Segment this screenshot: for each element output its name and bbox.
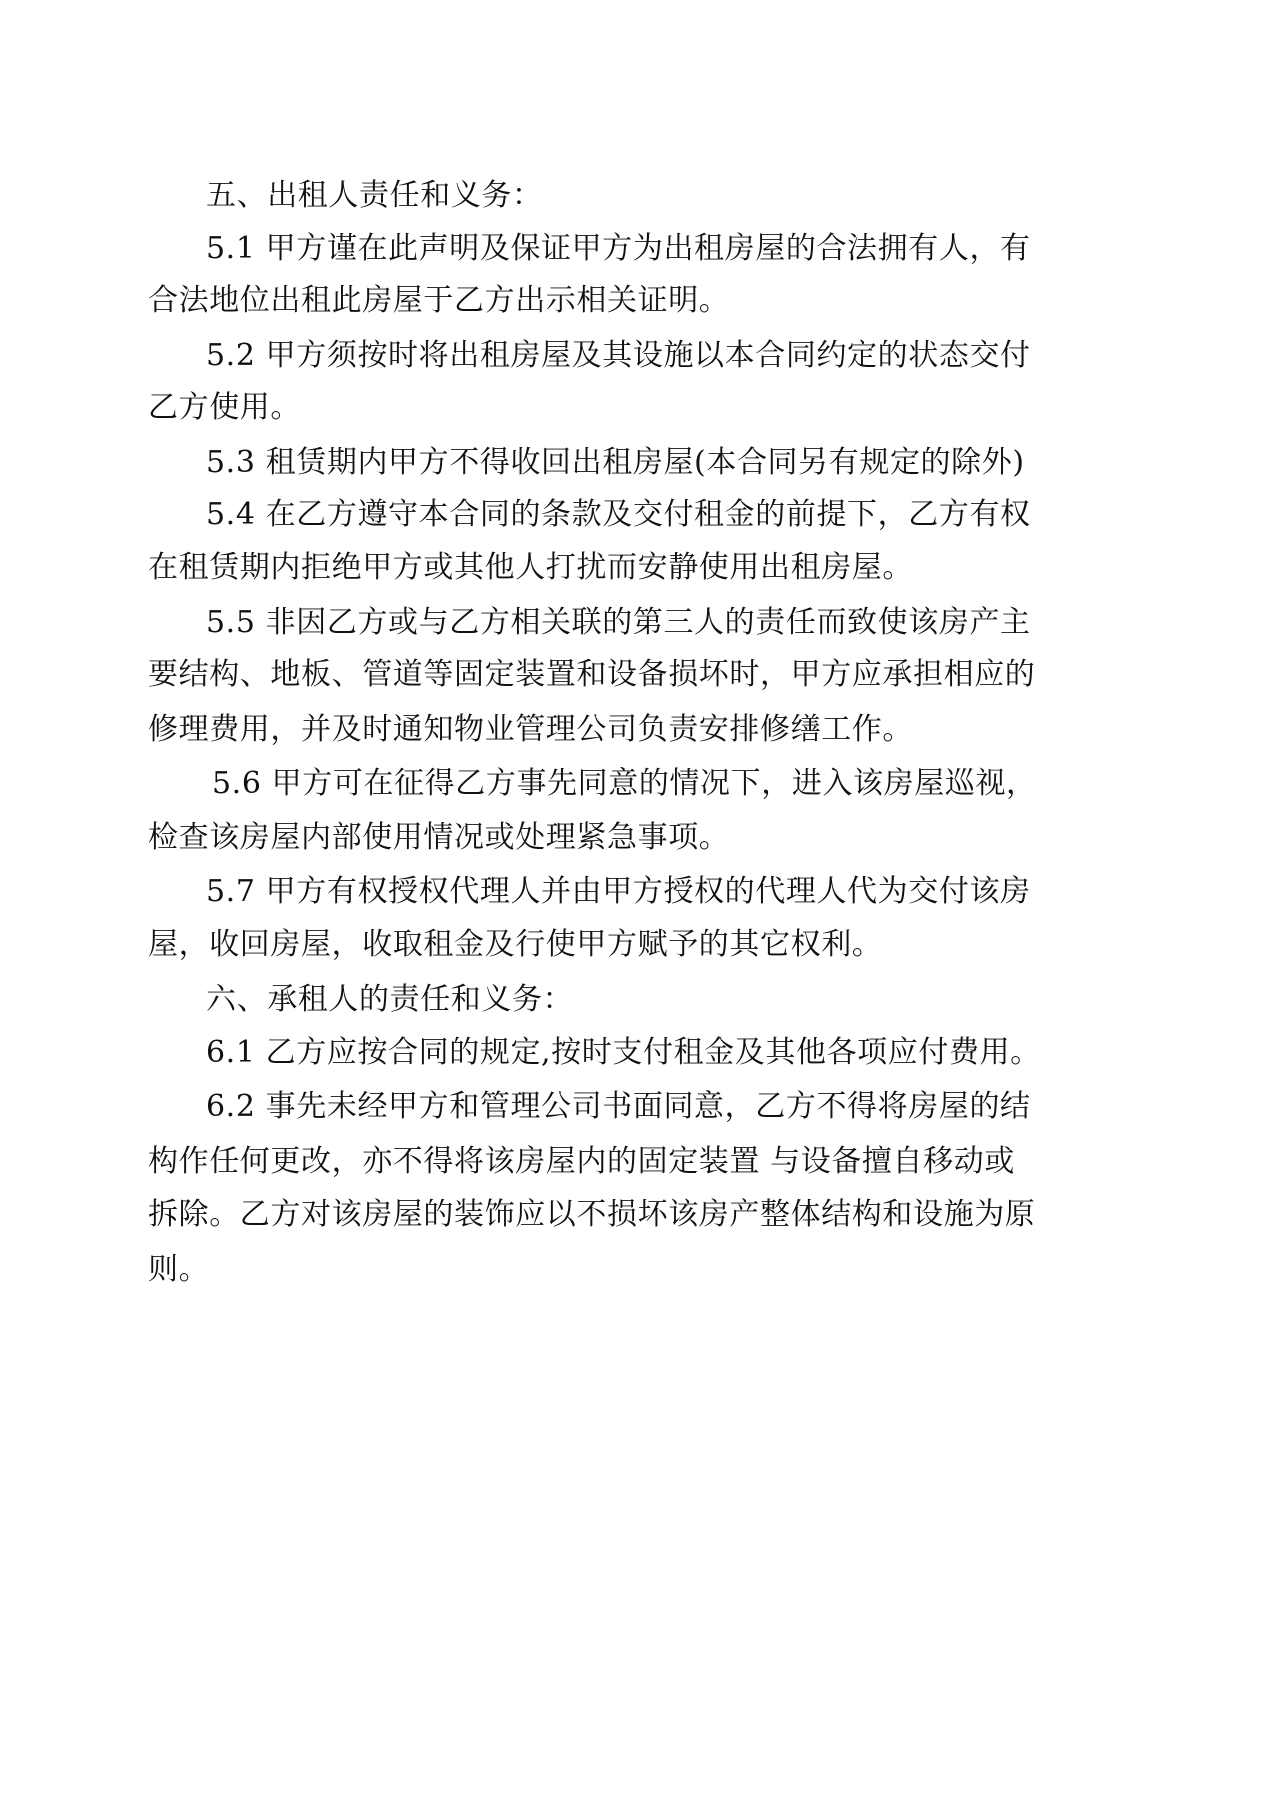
clause-5-3-line-1: 5.3 租赁期内甲方不得收回出租房屋(本合同另有规定的除外)	[206, 445, 1025, 480]
clause-5-7-line-1: 5.7 甲方有权授权代理人并由甲方授权的代理人代为交付该房	[206, 874, 1031, 909]
clause-6-2-line-4: 则。	[148, 1252, 210, 1287]
clause-5-5-line-3: 修理费用，并及时通知物业管理公司负责安排修缮工作。	[148, 712, 913, 747]
clause-5-1-line-2: 合法地位出租此房屋于乙方出示相关证明。	[148, 283, 730, 318]
clause-5-5-line-1: 5.5 非因乙方或与乙方相关联的第三人的责任而致使该房产主	[206, 605, 1031, 640]
clause-5-2-line-2: 乙方使用。	[148, 390, 301, 425]
clause-5-5-line-2: 要结构、地板、管道等固定装置和设备损坏时，甲方应承担相应的	[148, 657, 1036, 692]
clause-6-2-line-2: 构作任何更改，亦不得将该房屋内的固定装置 与设备擅自移动或	[148, 1144, 1015, 1179]
clause-5-6-line-2: 检查该房屋内部使用情况或处理紧急事项。	[148, 820, 730, 855]
clause-5-4-line-1: 5.4 在乙方遵守本合同的条款及交付租金的前提下，乙方有权	[206, 497, 1031, 532]
clause-5-2-line-1: 5.2 甲方须按时将出租房屋及其设施以本合同约定的状态交付	[206, 338, 1031, 373]
clause-6-2-line-1: 6.2 事先未经甲方和管理公司书面同意，乙方不得将房屋的结	[206, 1089, 1031, 1124]
section-heading-6: 六、承租人的责任和义务：	[206, 982, 574, 1017]
section-heading-5: 五、出租人责任和义务：	[206, 178, 543, 213]
clause-5-6-line-1: 5.6 甲方可在征得乙方事先同意的情况下，进入该房屋巡视，	[212, 766, 1037, 801]
clause-5-7-line-2: 屋，收回房屋，收取租金及行使甲方赋予的其它权利。	[148, 927, 883, 962]
clause-5-4-line-2: 在租赁期内拒绝甲方或其他人打扰而安静使用出租房屋。	[148, 550, 913, 585]
clause-5-1-line-1: 5.1 甲方谨在此声明及保证甲方为出租房屋的合法拥有人，有	[206, 231, 1031, 266]
clause-6-2-line-3: 拆除。乙方对该房屋的装饰应以不损坏该房产整体结构和设施为原	[148, 1197, 1036, 1232]
clause-6-1-line-1: 6.1 乙方应按合同的规定,按时支付租金及其他各项应付费用。	[206, 1035, 1041, 1070]
